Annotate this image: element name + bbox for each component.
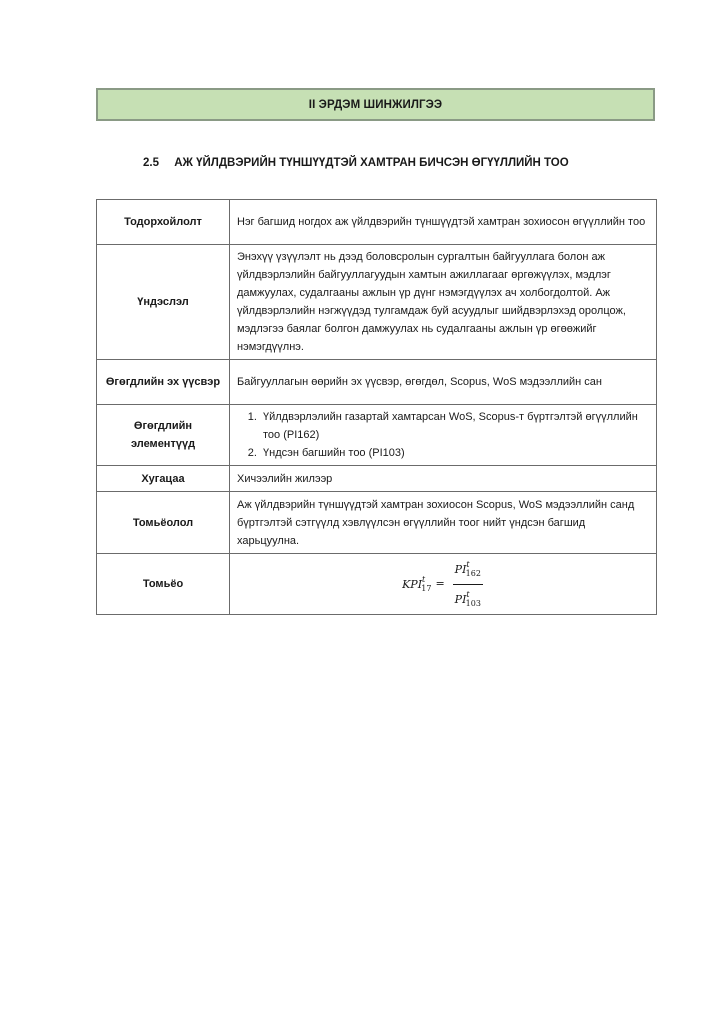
row-label: Өгөгдлийн элементүүд (97, 405, 230, 466)
formula-lhs-sup: t (422, 574, 426, 584)
kpi-formula (237, 557, 648, 611)
table-row-data-elements (97, 405, 657, 466)
formula-denominator (453, 585, 483, 613)
formula-equals: = (435, 577, 445, 590)
row-value (230, 405, 657, 466)
row-label: Тодорхойлолт (97, 200, 230, 245)
formula-numerator (453, 556, 483, 585)
row-label: Томьёо (97, 554, 230, 615)
list-item: 2. Үндсэн багшийн тоо (PI103) (260, 444, 648, 462)
row-label: Хугацаа (97, 466, 230, 492)
subsection-heading (143, 157, 569, 169)
denominator-sup: t (466, 589, 470, 599)
formula-lhs-sub: 17 (421, 583, 432, 593)
row-value (230, 554, 657, 615)
formula-fraction (453, 556, 483, 613)
row-value: Аж үйлдвэрийн түншүүдтэй хамтран зохиосон Scopus, WoS мэдээллийн санд бүртгэлтэй сэтгүүлд хэвлүүлсэн өгүүллийн тоог нийт үндсэн багшид харьцуулна. (230, 492, 657, 554)
table-row-formula (97, 554, 657, 615)
table-row-definition (97, 200, 657, 245)
table-row-rationale (97, 245, 657, 360)
denominator-sub: 103 (465, 598, 481, 608)
section-title: II ЭРДЭМ ШИНЖИЛГЭЭ (308, 98, 443, 111)
list-item: 1. Үйлдвэрлэлийн газартай хамтарсан WoS, Scopus-т бүртгэлтэй өгүүллийн тоо (PI162) (260, 408, 648, 444)
table-row-formulation (97, 492, 657, 554)
formula-lhs-symbol: KPI (402, 577, 423, 591)
subsection-number: 2.5 (143, 157, 159, 169)
data-elements-list (237, 408, 648, 462)
row-label: Үндэслэл (97, 245, 230, 360)
table-row-data-source (97, 360, 657, 405)
row-value: Энэхүү үзүүлэлт нь дээд боловсролын сургалтын байгууллага болон аж үйлдвэрлэлийн байгууллагуудын хамтын ажиллагааг өргөжүүлэх, мэдлэг дамжуулах, судалгааны ажлын үр дүнг нэмэгдүүлэх ач холбогдолтой. Аж үйлдвэрлэлийн нэгжүүдэд тулгамдаж буй асуудлыг шийдвэрлэхэд оролцож, мэдлэгээ баялаг болгон дамжуулах нь судалгааны ажлын үр өгөөжийг нэмэгдүүлнэ. (230, 245, 657, 360)
row-label: Томьёолол (97, 492, 230, 554)
row-value: Нэг багшид ногдох аж үйлдвэрийн түншүүдтэй хамтран зохиосон өгүүллийн тоо (230, 200, 657, 245)
denominator-symbol: PI (454, 592, 467, 606)
table-row-period (97, 466, 657, 492)
row-label: Өгөгдлийн эх үүсвэр (97, 360, 230, 405)
numerator-sup: t (466, 559, 470, 569)
row-value: Байгууллагын өөрийн эх үүсвэр, өгөгдөл, Scopus, WoS мэдээллийн сан (230, 360, 657, 405)
formula-lhs (402, 571, 431, 598)
subsection-title: АЖ ҮЙЛДВЭРИЙН ТҮНШҮҮДТЭЙ ХАМТРАН БИЧСЭН ӨГҮҮЛЛИЙН ТОО (174, 157, 569, 169)
kpi-definition-table (96, 199, 657, 615)
numerator-sub: 162 (465, 568, 481, 578)
row-value: Хичээлийн жилээр (230, 466, 657, 492)
numerator-symbol: PI (454, 562, 467, 576)
section-banner (96, 88, 655, 121)
